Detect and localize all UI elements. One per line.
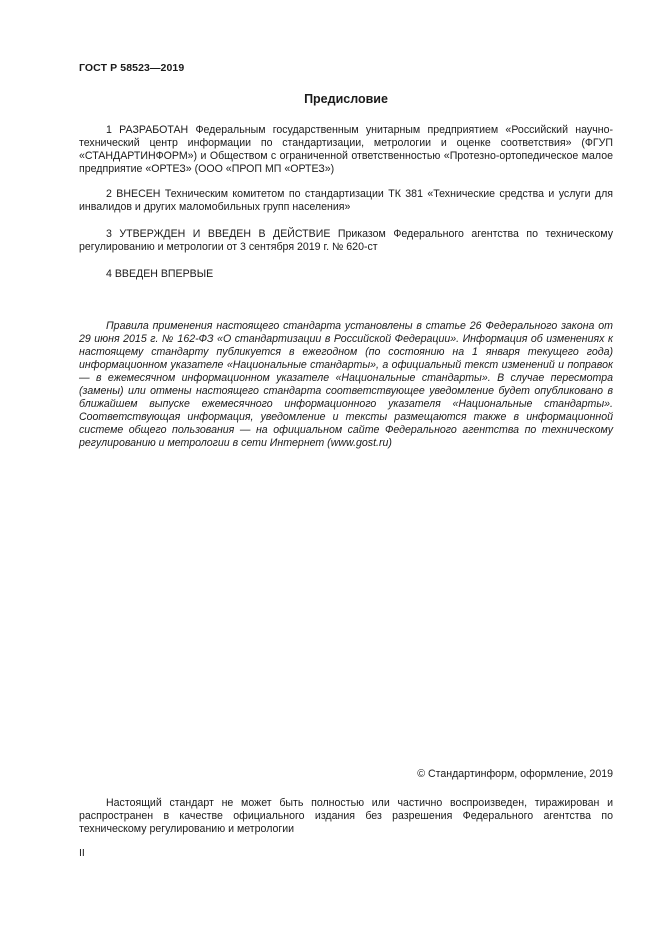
reproduction-notice: Настоящий стандарт не может быть полностью или частично воспроизведен, тиражирован и распространен в качестве официального издания без разрешения Федерального агентства по техническому регулированию и метрологии <box>79 797 613 835</box>
paragraph-submitted: 2 ВНЕСЕН Техническим комитетом по стандартизации ТК 381 «Технические средства и услуги для инвалидов и других маломобильных групп населения» <box>79 188 613 213</box>
page-number: II <box>79 847 85 859</box>
application-rules-note: Правила применения настоящего стандарта установлены в статье 26 Федерального закона от 29 июня 2015 г. № 162-ФЗ «О стандартизации в Российской Федерации». Информация об изменениях к настоящему стандарту публикуется в ежегодном (по состоянию на 1 января текущего года) информационном указателе «Национальные стандарты», а официальный текст изменений и поправок — в ежемесячном информационном указателе «Национальные стандарты». В случае пересмотра (замены) или отмены настоящего стандарта соответствующее уведомление будет опубликовано в ближайшем выпуске ежемесячного информационного указателя «Национальные стандарты». Соответствующая информация, уведомление и тексты размещаются также в информационной системе общего пользования — на официальном сайте Федерального агентства по техническому регулированию и метрологии в сети Интернет (www.gost.ru) <box>79 320 613 449</box>
standard-code: ГОСТ Р 58523—2019 <box>79 62 185 74</box>
copyright-notice: © Стандартинформ, оформление, 2019 <box>417 768 613 780</box>
page-title: Предисловие <box>304 92 388 106</box>
paragraph-first-introduced: 4 ВВЕДЕН ВПЕРВЫЕ <box>106 268 214 280</box>
paragraph-developed: 1 РАЗРАБОТАН Федеральным государственным унитарным предприятием «Российский научно-технический центр информации по стандартизации, метрологии и оценке соответствия» (ФГУП «СТАНДАРТИНФОРМ») и Обществом с ограниченной ответственностью «Протезно-ортопедическое малое предприятие «ОРТЕЗ» (ООО «ПРОП МП «ОРТЕЗ») <box>79 124 613 175</box>
paragraph-approved: 3 УТВЕРЖДЕН И ВВЕДЕН В ДЕЙСТВИЕ Приказом Федерального агентства по техническому регулированию и метрологии от 3 сентября 2019 г. № 620-ст <box>79 228 613 253</box>
